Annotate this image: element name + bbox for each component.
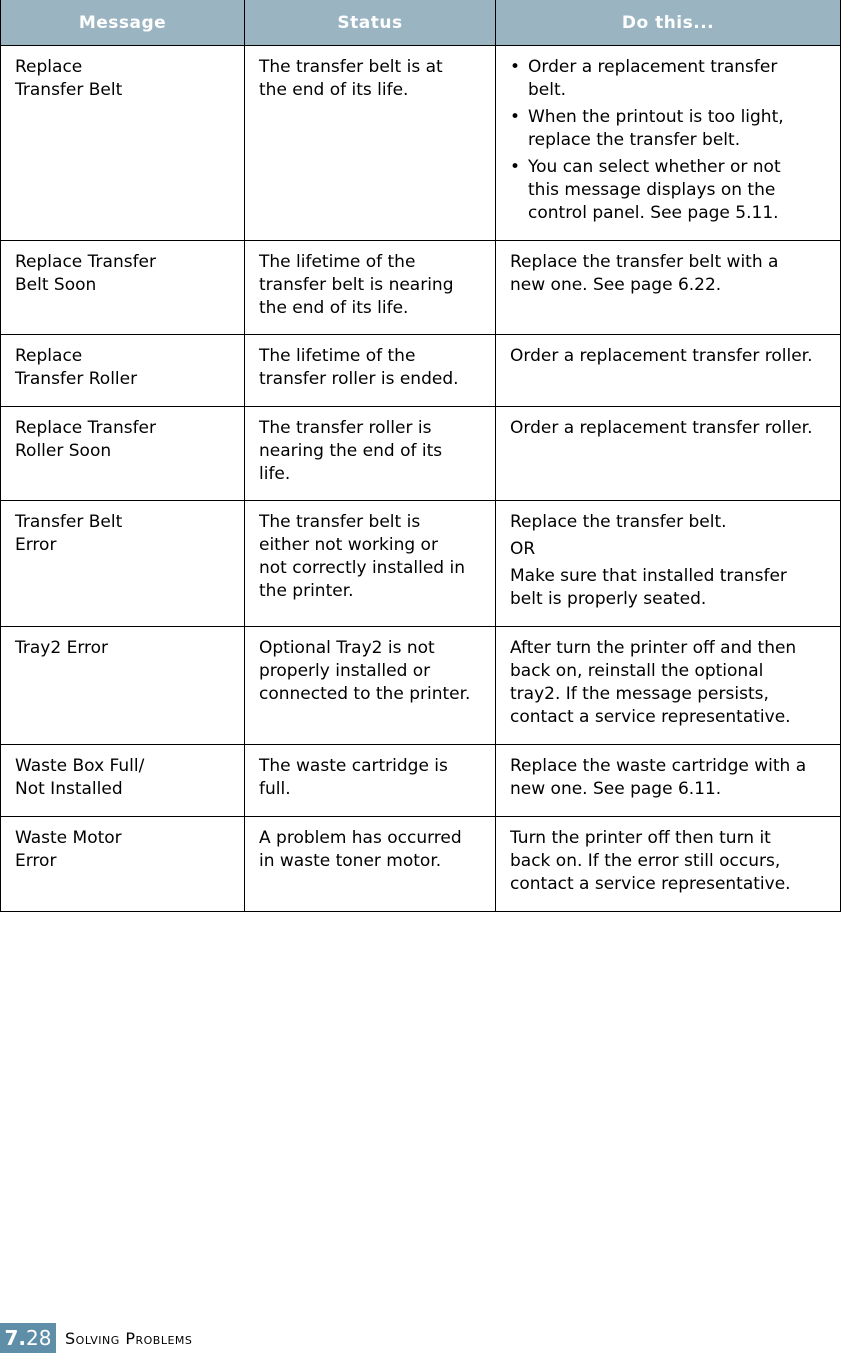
message-cell: Waste Motor Error <box>1 817 245 912</box>
table-row <box>1 335 841 407</box>
header-do-this: Do this... <box>496 0 841 46</box>
action-cell <box>496 46 841 241</box>
action-cell <box>496 627 841 745</box>
message-cell: Tray2 Error <box>1 627 245 745</box>
table-row <box>1 817 841 912</box>
header-message: Message <box>1 0 245 46</box>
message-cell: Replace Transfer Belt <box>1 46 245 241</box>
page-number <box>0 1323 56 1353</box>
action-text: Make sure that installed transfer belt is properly seated. <box>510 566 787 609</box>
action-text: Order a replacement transfer roller. <box>510 418 813 438</box>
action-text: After turn the printer off and then back on, reinstall the optional tray2. If the message persists, contact a service representative. <box>510 638 797 727</box>
table-header-row <box>1 0 841 46</box>
header-status: Status <box>245 0 496 46</box>
action-bullet-item <box>510 156 830 225</box>
status-cell: A problem has occurred in waste toner motor. <box>245 817 496 912</box>
status-cell: The lifetime of the transfer belt is nearing the end of its life. <box>245 241 496 335</box>
action-cell <box>496 407 841 501</box>
action-cell <box>496 745 841 817</box>
action-text: OR <box>510 539 536 559</box>
action-text: Replace the waste cartridge with a new one. See page 6.11. <box>510 756 807 799</box>
message-cell: Waste Box Full/ Not Installed <box>1 745 245 817</box>
table-row <box>1 627 841 745</box>
status-cell: The transfer belt is at the end of its life. <box>245 46 496 241</box>
action-text: Order a replacement transfer roller. <box>510 346 813 366</box>
action-text: Replace the transfer belt. <box>510 512 727 532</box>
status-cell: The lifetime of the transfer roller is ended. <box>245 335 496 407</box>
status-cell: Optional Tray2 is not properly installed or connected to the printer. <box>245 627 496 745</box>
table-row <box>1 501 841 627</box>
action-cell <box>496 817 841 912</box>
action-bullet-item <box>510 56 830 102</box>
action-bullet-list <box>510 56 830 225</box>
action-cell <box>496 501 841 627</box>
status-cell: The waste cartridge is full. <box>245 745 496 817</box>
page-footer <box>0 1323 192 1353</box>
action-text: Replace the transfer belt with a new one. See page 6.22. <box>510 252 779 295</box>
message-cell: Transfer Belt Error <box>1 501 245 627</box>
table-row <box>1 241 841 335</box>
table-row <box>1 745 841 817</box>
message-cell: Replace Transfer Belt Soon <box>1 241 245 335</box>
chapter-number: 7. <box>4 1326 27 1350</box>
status-cell: The transfer roller is nearing the end of its life. <box>245 407 496 501</box>
table-row <box>1 46 841 241</box>
table-row <box>1 407 841 501</box>
page-number-value: 28 <box>26 1326 52 1350</box>
section-title: Solving Problems <box>65 1328 193 1348</box>
action-bullet-text: Order a replacement transfer belt. <box>528 57 778 100</box>
action-bullet-item <box>510 106 830 152</box>
action-text: Turn the printer off then turn it back on. If the error still occurs, contact a service representative. <box>510 828 791 894</box>
bullet-icon: • <box>510 107 521 127</box>
action-bullet-text: When the printout is too light, replace the transfer belt. <box>528 107 784 150</box>
bullet-icon: • <box>510 157 521 177</box>
message-cell: Replace Transfer Roller <box>1 335 245 407</box>
action-cell <box>496 241 841 335</box>
message-cell: Replace Transfer Roller Soon <box>1 407 245 501</box>
bullet-icon: • <box>510 57 521 77</box>
status-cell: The transfer belt is either not working or not correctly installed in the printer. <box>245 501 496 627</box>
action-cell <box>496 335 841 407</box>
action-bullet-text: You can select whether or not this message displays on the control panel. See page 5.11. <box>528 157 781 223</box>
